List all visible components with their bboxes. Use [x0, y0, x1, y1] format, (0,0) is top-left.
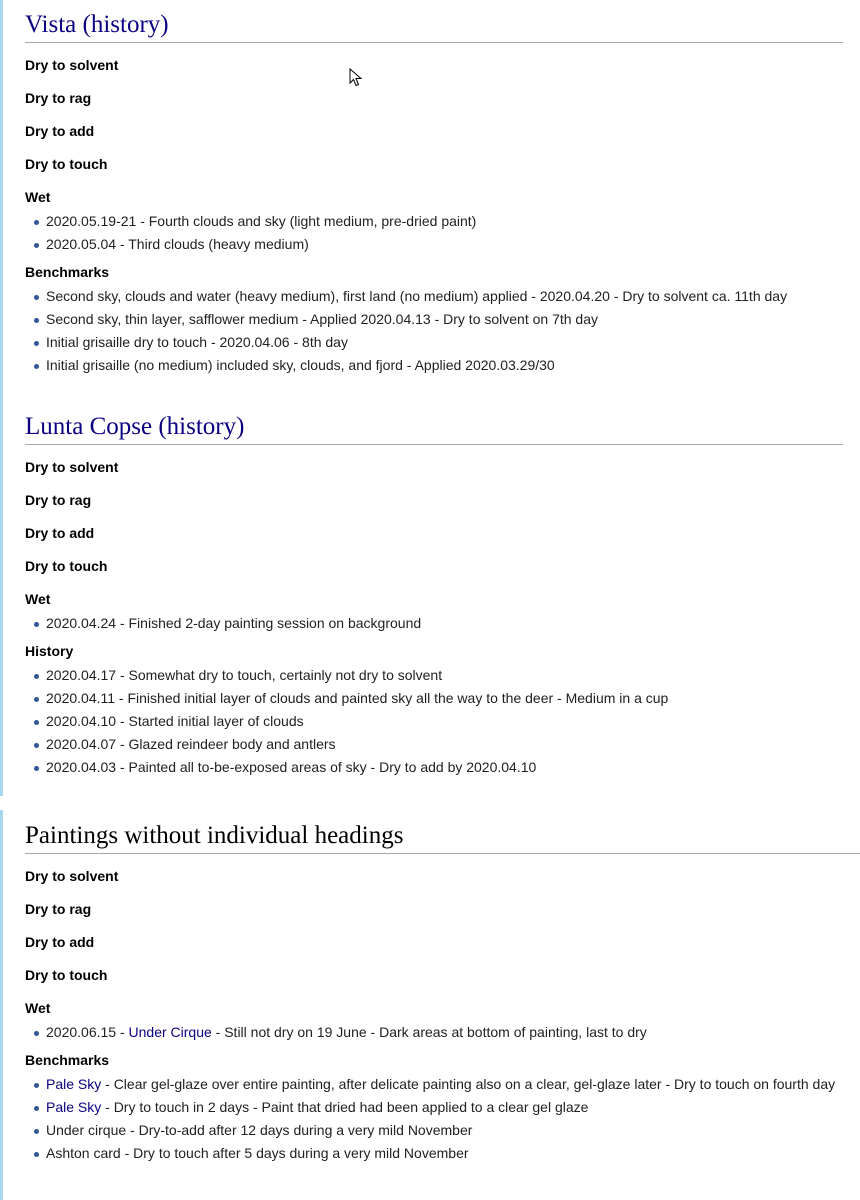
list-item: 2020.04.24 - Finished 2-day painting session on background [46, 614, 843, 632]
benchmarks-list [25, 1075, 860, 1162]
left-edge-border [0, 810, 3, 1200]
subsection-heading: Dry to solvent [25, 868, 119, 884]
subsection-dry-to-rag [25, 900, 860, 918]
subsection-dry-to-add [25, 933, 860, 951]
list-item [46, 1098, 860, 1116]
section-heading: Paintings without individual headings [25, 821, 860, 854]
list-item: Second sky, clouds and water (heavy medium), first land (no medium) applied - 2020.04.20 - Dry to solvent ca. 11th day [46, 287, 843, 305]
wet-list [25, 1023, 860, 1041]
subsection-dry-to-solvent [25, 867, 860, 885]
subsection-heading: Dry to touch [25, 156, 108, 172]
subsection-dry-to-rag [25, 89, 843, 107]
list-item: 2020.05.04 - Third clouds (heavy medium) [46, 235, 843, 253]
item-text: - Still not dry on 19 June - Dark areas at bottom of painting, last to dry [211, 1024, 647, 1040]
subsection-history [25, 642, 843, 776]
history-list [25, 666, 843, 776]
mouse-cursor-icon [349, 68, 363, 88]
section-vista [25, 10, 843, 379]
subsection-wet [25, 188, 843, 253]
pale-sky-link[interactable]: Pale Sky [46, 1076, 102, 1092]
subsection-heading: Dry to solvent [25, 57, 119, 73]
subsection-heading: History [25, 643, 74, 659]
subsection-heading: Dry to add [25, 525, 95, 541]
section-paintings-without-headings [25, 821, 860, 1167]
subsection-heading: Benchmarks [25, 1052, 110, 1068]
subsection-heading: Wet [25, 1000, 51, 1016]
subsection-heading: Dry to add [25, 934, 95, 950]
subsection-benchmarks [25, 1051, 860, 1162]
subsection-benchmarks [25, 263, 843, 374]
list-item: Initial grisaille (no medium) included sky, clouds, and fjord - Applied 2020.03.29/30 [46, 356, 843, 374]
list-item: 2020.04.11 - Finished initial layer of clouds and painted sky all the way to the deer - Medium in a cup [46, 689, 843, 707]
subsection-dry-to-touch [25, 966, 860, 984]
subsection-heading: Wet [25, 591, 51, 607]
list-item [46, 1023, 860, 1041]
subsection-heading: Dry to rag [25, 90, 92, 106]
section-lunta-copse [25, 412, 843, 781]
subsection-dry-to-add [25, 122, 843, 140]
list-item: Under cirque - Dry-to-add after 12 days during a very mild November [46, 1121, 860, 1139]
subsection-heading: Dry to rag [25, 901, 92, 917]
under-cirque-link[interactable]: Under Cirque [128, 1024, 212, 1040]
subsection-heading: Dry to add [25, 123, 95, 139]
list-item: 2020.05.19-21 - Fourth clouds and sky (light medium, pre-dried paint) [46, 212, 843, 230]
list-item [46, 1075, 860, 1093]
wet-list [25, 212, 843, 253]
section-heading-link[interactable] [25, 412, 843, 445]
list-item: 2020.04.07 - Glazed reindeer body and antlers [46, 735, 843, 753]
left-edge-border [0, 0, 3, 796]
subsection-heading: Dry to touch [25, 558, 108, 574]
item-text: 2020.06.15 - [46, 1024, 129, 1040]
vista-history-link[interactable]: Vista (history) [25, 11, 169, 38]
subsection-wet [25, 999, 860, 1041]
subsection-dry-to-touch [25, 155, 843, 173]
subsection-heading: Dry to touch [25, 967, 108, 983]
wet-list [25, 614, 843, 632]
subsection-heading: Wet [25, 189, 51, 205]
subsection-dry-to-touch [25, 557, 843, 575]
benchmarks-list [25, 287, 843, 374]
list-item: 2020.04.17 - Somewhat dry to touch, certainly not dry to solvent [46, 666, 843, 684]
subsection-dry-to-solvent [25, 56, 843, 74]
pale-sky-link[interactable]: Pale Sky [46, 1099, 102, 1115]
list-item: Initial grisaille dry to touch - 2020.04.06 - 8th day [46, 333, 843, 351]
subsection-heading: Dry to solvent [25, 459, 119, 475]
subsection-dry-to-add [25, 524, 843, 542]
subsection-dry-to-rag [25, 491, 843, 509]
list-item: 2020.04.10 - Started initial layer of clouds [46, 712, 843, 730]
section-heading-link[interactable] [25, 10, 843, 43]
subsection-dry-to-solvent [25, 458, 843, 476]
lunta-copse-history-link[interactable]: Lunta Copse (history) [25, 413, 245, 440]
subsection-heading: Dry to rag [25, 492, 92, 508]
list-item: Second sky, thin layer, safflower medium - Applied 2020.04.13 - Dry to solvent on 7th day [46, 310, 843, 328]
item-text: - Clear gel-glaze over entire painting, after delicate painting also on a clear, gel-glaze later - Dry to touch on fourth day [101, 1076, 836, 1092]
subsection-heading: Benchmarks [25, 264, 110, 280]
item-text: - Dry to touch in 2 days - Paint that dried had been applied to a clear gel glaze [101, 1099, 589, 1115]
list-item: Ashton card - Dry to touch after 5 days during a very mild November [46, 1144, 860, 1162]
list-item: 2020.04.03 - Painted all to-be-exposed areas of sky - Dry to add by 2020.04.10 [46, 758, 843, 776]
subsection-wet [25, 590, 843, 632]
